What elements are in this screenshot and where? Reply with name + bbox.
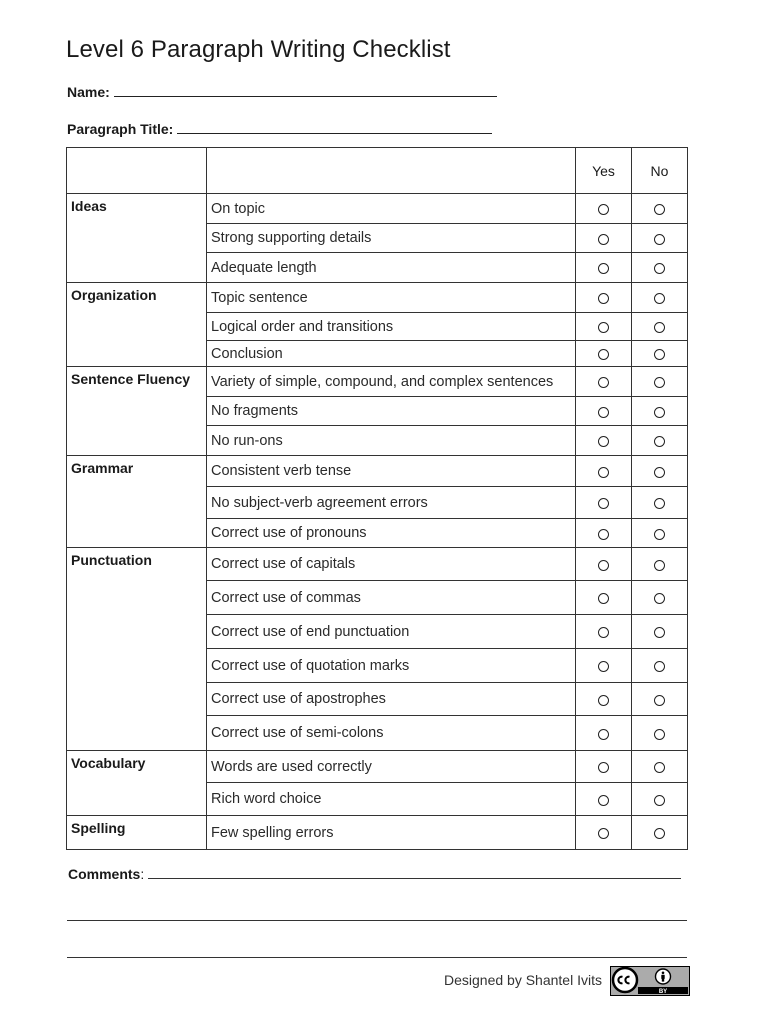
checklist-item: Correct use of pronouns (207, 519, 576, 548)
comments-line-3[interactable] (67, 957, 687, 958)
table-row (67, 751, 688, 783)
checklist-item: No fragments (207, 397, 576, 426)
no-cell (632, 783, 688, 816)
paragraph-title-input-line[interactable] (177, 121, 492, 134)
yes-cell (576, 224, 632, 253)
yes-radio[interactable] (598, 234, 609, 245)
header-item-blank (207, 148, 576, 194)
no-radio[interactable] (654, 349, 665, 360)
yes-radio[interactable] (598, 762, 609, 773)
yes-radio[interactable] (598, 828, 609, 839)
comments-field: Comments: (68, 866, 681, 882)
yes-radio[interactable] (598, 560, 609, 571)
yes-cell (576, 548, 632, 581)
no-radio[interactable] (654, 498, 665, 509)
checklist-body (67, 194, 688, 850)
no-radio[interactable] (654, 293, 665, 304)
yes-cell (576, 783, 632, 816)
checklist-item: Correct use of semi-colons (207, 716, 576, 751)
header-no: No (632, 148, 688, 194)
no-radio[interactable] (654, 234, 665, 245)
yes-cell (576, 683, 632, 716)
no-radio[interactable] (654, 322, 665, 333)
page-title: Level 6 Paragraph Writing Checklist (66, 36, 451, 63)
yes-radio[interactable] (598, 498, 609, 509)
no-cell (632, 548, 688, 581)
yes-cell (576, 397, 632, 426)
category-spelling: Spelling (67, 816, 207, 850)
checklist-item: No run-ons (207, 426, 576, 456)
no-cell (632, 751, 688, 783)
checklist-item: Logical order and transitions (207, 313, 576, 341)
yes-cell (576, 367, 632, 397)
yes-radio[interactable] (598, 322, 609, 333)
no-radio[interactable] (654, 593, 665, 604)
yes-cell (576, 253, 632, 283)
paragraph-title-label: Paragraph Title: (67, 121, 174, 137)
no-cell (632, 615, 688, 649)
name-input-line[interactable] (114, 84, 497, 97)
no-radio[interactable] (654, 762, 665, 773)
no-radio[interactable] (654, 436, 665, 447)
yes-radio[interactable] (598, 204, 609, 215)
table-row (67, 456, 688, 487)
yes-radio[interactable] (598, 593, 609, 604)
checklist-item: Few spelling errors (207, 816, 576, 850)
no-radio[interactable] (654, 377, 665, 388)
license-label: BY (658, 989, 668, 994)
checklist-item: Correct use of quotation marks (207, 649, 576, 683)
yes-cell (576, 194, 632, 224)
category-organization: Organization (67, 283, 207, 367)
yes-cell (576, 313, 632, 341)
yes-radio[interactable] (598, 729, 609, 740)
yes-cell (576, 615, 632, 649)
no-radio[interactable] (654, 729, 665, 740)
comments-line-1[interactable] (148, 866, 681, 879)
category-sentence-fluency: Sentence Fluency (67, 367, 207, 456)
yes-radio[interactable] (598, 661, 609, 672)
no-radio[interactable] (654, 795, 665, 806)
category-punctuation: Punctuation (67, 548, 207, 751)
yes-cell (576, 283, 632, 313)
checklist-item: Words are used correctly (207, 751, 576, 783)
no-cell (632, 816, 688, 850)
no-radio[interactable] (654, 661, 665, 672)
checklist-item: Rich word choice (207, 783, 576, 816)
no-cell (632, 224, 688, 253)
header-category-blank (67, 148, 207, 194)
checklist-table (66, 147, 688, 850)
yes-radio[interactable] (598, 263, 609, 274)
table-row (67, 367, 688, 397)
category-grammar: Grammar (67, 456, 207, 548)
no-cell (632, 649, 688, 683)
checklist-item: Correct use of commas (207, 581, 576, 615)
checklist-item: Correct use of apostrophes (207, 683, 576, 716)
no-radio[interactable] (654, 695, 665, 706)
no-cell (632, 313, 688, 341)
yes-radio[interactable] (598, 627, 609, 638)
comments-label: Comments (68, 866, 141, 882)
yes-radio[interactable] (598, 795, 609, 806)
table-row (67, 816, 688, 850)
no-cell (632, 487, 688, 519)
yes-cell (576, 816, 632, 850)
no-cell (632, 519, 688, 548)
category-vocabulary: Vocabulary (67, 751, 207, 816)
no-radio[interactable] (654, 529, 665, 540)
no-cell (632, 581, 688, 615)
no-cell (632, 367, 688, 397)
checklist-item: Correct use of end punctuation (207, 615, 576, 649)
yes-cell (576, 519, 632, 548)
yes-cell (576, 716, 632, 751)
no-cell (632, 397, 688, 426)
yes-radio[interactable] (598, 467, 609, 478)
no-radio[interactable] (654, 560, 665, 571)
checklist-item: Strong supporting details (207, 224, 576, 253)
no-cell (632, 194, 688, 224)
checklist-item: Consistent verb tense (207, 456, 576, 487)
yes-radio[interactable] (598, 695, 609, 706)
yes-cell (576, 426, 632, 456)
by-person-icon (656, 969, 671, 984)
yes-radio[interactable] (598, 293, 609, 304)
yes-radio[interactable] (598, 407, 609, 418)
category-ideas: Ideas (67, 194, 207, 283)
checklist-item: Variety of simple, compound, and complex sentences (207, 367, 576, 397)
no-cell (632, 716, 688, 751)
no-cell (632, 456, 688, 487)
yes-cell (576, 581, 632, 615)
cc-icon (613, 968, 637, 992)
yes-cell (576, 751, 632, 783)
checklist-item: Adequate length (207, 253, 576, 283)
no-cell (632, 341, 688, 367)
no-cell (632, 283, 688, 313)
checklist-item: On topic (207, 194, 576, 224)
table-row (67, 283, 688, 313)
no-radio[interactable] (654, 627, 665, 638)
yes-cell (576, 341, 632, 367)
no-radio[interactable] (654, 467, 665, 478)
no-radio[interactable] (654, 204, 665, 215)
no-cell (632, 683, 688, 716)
yes-radio[interactable] (598, 436, 609, 447)
paragraph-title-field (67, 121, 492, 137)
no-cell (632, 253, 688, 283)
credit-text: Designed by Shantel Ivits (444, 972, 602, 988)
yes-cell (576, 456, 632, 487)
name-field (67, 84, 497, 100)
no-radio[interactable] (654, 407, 665, 418)
table-row (67, 194, 688, 224)
no-radio[interactable] (654, 263, 665, 274)
checklist-item: No subject-verb agreement errors (207, 487, 576, 519)
yes-radio[interactable] (598, 529, 609, 540)
header-yes: Yes (576, 148, 632, 194)
table-row (67, 548, 688, 581)
cc-by-license-badge (610, 966, 690, 996)
checklist-item: Correct use of capitals (207, 548, 576, 581)
yes-cell (576, 649, 632, 683)
header-row (67, 148, 688, 194)
comments-line-2[interactable] (67, 920, 687, 921)
name-label: Name: (67, 84, 110, 100)
yes-radio[interactable] (598, 377, 609, 388)
checklist-item: Topic sentence (207, 283, 576, 313)
checklist-item: Conclusion (207, 341, 576, 367)
yes-radio[interactable] (598, 349, 609, 360)
yes-cell (576, 487, 632, 519)
no-radio[interactable] (654, 828, 665, 839)
no-cell (632, 426, 688, 456)
